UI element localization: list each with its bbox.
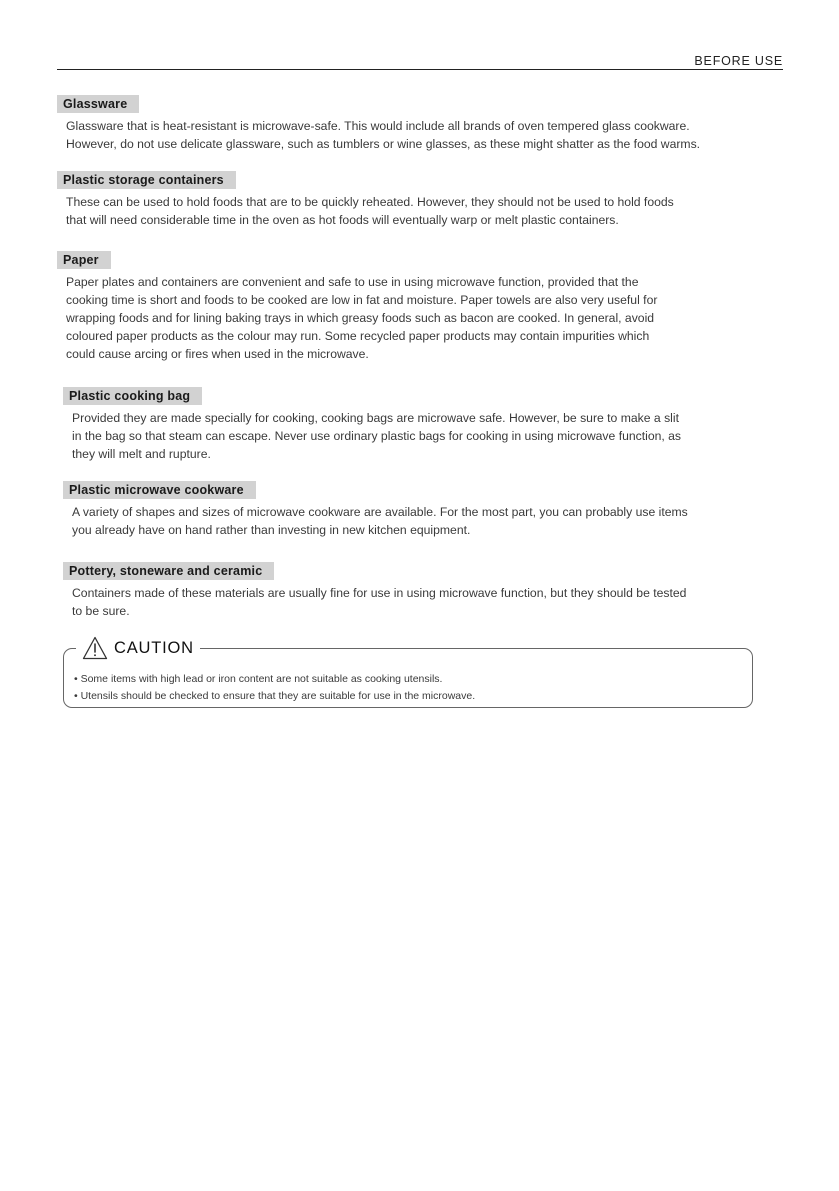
- section-body: A variety of shapes and sizes of microwave cookware are available. For the most part, you can probably use items you already have on hand rather than investing in new kitchen equipment.: [72, 505, 688, 537]
- section-title: Plastic microwave cookware: [63, 481, 256, 499]
- warning-triangle-icon: [82, 636, 108, 660]
- section-plastic-storage-containers: [57, 171, 757, 229]
- section-plastic-cooking-bag: [63, 387, 763, 463]
- section-body: Paper plates and containers are convenient and safe to use in using microwave function, provided that the cooking time is short and foods to be cooked are low in fat and moisture. Paper towels are also very useful for wrapping foods and for lining baking trays in which greasy foods such as bacon are cooked. In general, avoid coloured paper products as the colour may run. Some recycled paper products may contain impurities which could cause arcing or fires when used in the microwave.: [66, 275, 658, 361]
- section-title: Plastic storage containers: [57, 171, 236, 189]
- section-paper: [57, 251, 757, 363]
- section-title: Pottery, stoneware and ceramic: [63, 562, 274, 580]
- section-title: Paper: [57, 251, 111, 269]
- header-section-label: BEFORE USE: [694, 54, 783, 68]
- section-title: Plastic cooking bag: [63, 387, 202, 405]
- caution-item: • Utensils should be checked to ensure that they are suitable for use in the microwave.: [74, 690, 476, 702]
- caution-title: CAUTION: [114, 638, 194, 657]
- section-body: Containers made of these materials are usually fine for use in using microwave function, but they should be tested to be sure.: [72, 586, 687, 618]
- section-body: Provided they are made specially for cooking, cooking bags are microwave safe. However, be sure to make a slit in the bag so that steam can escape. Never use ordinary plastic bags for cooking in using microwave function, as they will melt and rupture.: [72, 411, 682, 461]
- section-body: Glassware that is heat-resistant is microwave-safe. This would include all brands of oven tempered glass cookware. However, do not use delicate glassware, such as tumblers or wine glasses, as these might shatter as the food warms.: [66, 119, 701, 151]
- section-glassware: [57, 95, 757, 153]
- section-title: Glassware: [57, 95, 139, 113]
- section-body: These can be used to hold foods that are to be quickly reheated. However, they should not be used to hold foods that will need considerable time in the oven as hot foods will eventually warp or melt plastic containers.: [66, 195, 674, 227]
- caution-item: • Some items with high lead or iron content are not suitable as cooking utensils.: [74, 673, 443, 685]
- caution-header: [76, 633, 200, 663]
- section-plastic-microwave-cookware: [63, 481, 763, 539]
- caution-list: [74, 671, 475, 705]
- section-pottery-stoneware-ceramic: [63, 562, 763, 620]
- header-rule: [57, 69, 783, 70]
